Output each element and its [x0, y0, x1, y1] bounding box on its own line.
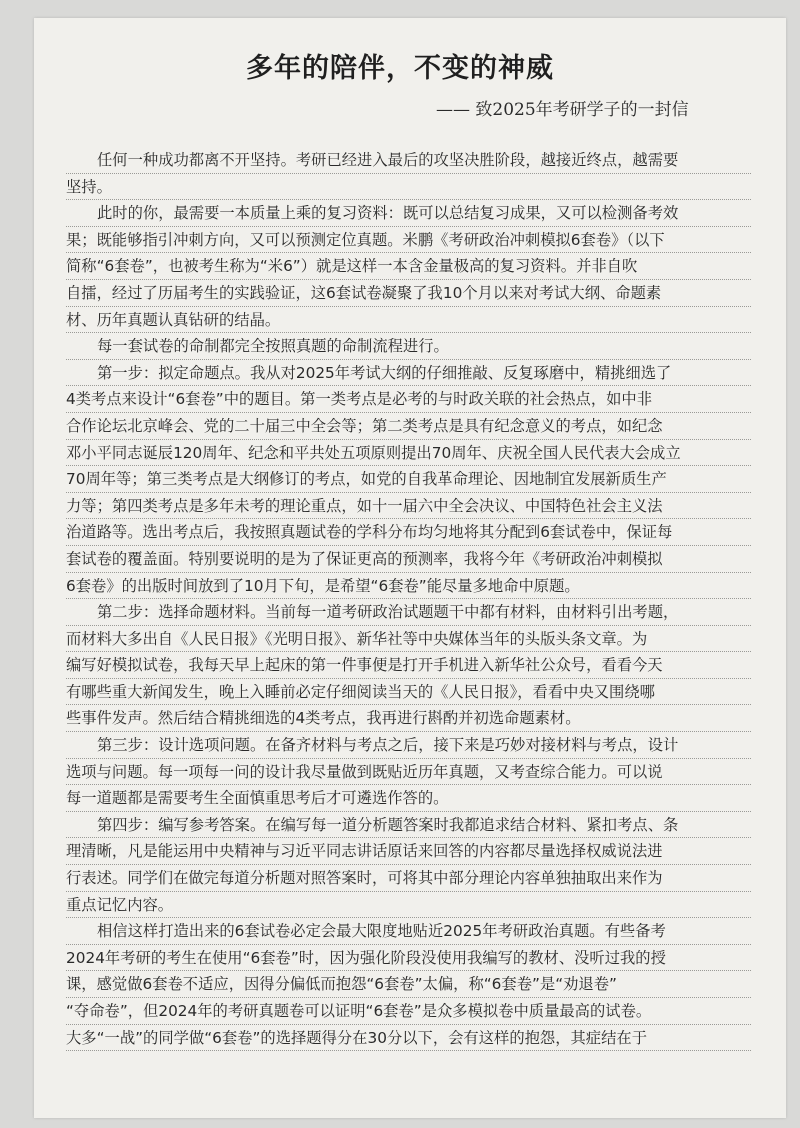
text-line: 课，感觉做6套卷不适应，因得分偏低而抱怨“6套卷”太偏，称“6套卷”是“劝退卷”	[66, 971, 751, 998]
text-line: 治道路等。选出考点后，我按照真题试卷的学科分布均匀地将其分配到6套试卷中，保证每	[66, 519, 751, 546]
text-line: 行表述。同学们在做完每道分析题对照答案时，可将其中部分理论内容单独抽取出来作为	[66, 865, 751, 892]
text-line: 简称“6套卷”，也被考生称为“米6”）就是这样一本含金量极高的复习资料。并非自吹	[66, 253, 751, 280]
text-line: 合作论坛北京峰会、党的二十届三中全会等；第二类考点是具有纪念意义的考点，如纪念	[66, 413, 751, 440]
text-line: 2024年考研的考生在使用“6套卷”时，因为强化阶段没使用我编写的教材、没听过我的授	[66, 945, 751, 972]
letter-body	[66, 147, 751, 1051]
text-line: 选项与问题。每一项每一问的设计我尽量做到既贴近历年真题，又考查综合能力。可以说	[66, 759, 751, 786]
text-line: 第二步：选择命题材料。当前每一道考研政治试题题干中都有材料，由材料引出考题，	[66, 599, 751, 626]
paragraph	[66, 732, 751, 812]
text-line: 任何一种成功都离不开坚持。考研已经进入最后的攻坚决胜阶段，越接近终点，越需要	[66, 147, 751, 174]
text-line: 而材料大多出自《人民日报》《光明日报》、新华社等中央媒体当年的头版头条文章。为	[66, 626, 751, 653]
paragraph	[66, 333, 751, 360]
text-line: 4类考点来设计“6套卷”中的题目。第一类考点是必考的与时政关联的社会热点，如中非	[66, 386, 751, 413]
text-line: 70周年等；第三类考点是大纲修订的考点，如党的自我革命理论、因地制宜发展新质生产	[66, 466, 751, 493]
text-line: 坚持。	[66, 174, 751, 201]
paragraph	[66, 360, 751, 599]
paragraph	[66, 918, 751, 1051]
text-line: 相信这样打造出来的6套试卷必定会最大限度地贴近2025年考研政治真题。有些备考	[66, 918, 751, 945]
text-line: 有哪些重大新闻发生，晚上入睡前必定仔细阅读当天的《人民日报》，看看中央又围绕哪	[66, 679, 751, 706]
text-line: 自擂，经过了历届考生的实践验证，这6套试卷凝聚了我10个月以来对考试大纲、命题素	[66, 280, 751, 307]
text-line: 每一道题都是需要考生全面慎重思考后才可遴选作答的。	[66, 785, 751, 812]
paragraph	[66, 599, 751, 732]
text-line: 邓小平同志诞辰120周年、纪念和平共处五项原则提出70周年、庆祝全国人民代表大会成立	[66, 440, 751, 467]
text-line: 第四步：编写参考答案。在编写每一道分析题答案时我都追求结合材料、紧扣考点、条	[66, 812, 751, 839]
text-line: 套试卷的覆盖面。特别要说明的是为了保证更高的预测率，我将今年《考研政治冲刺模拟	[66, 546, 751, 573]
paragraph	[66, 812, 751, 918]
text-line: 材、历年真题认真钻研的结晶。	[66, 307, 751, 334]
text-line: 力等；第四类考点是多年未考的理论重点，如十一届六中全会决议、中国特色社会主义法	[66, 493, 751, 520]
text-line: 些事件发声。然后结合精挑细选的4类考点，我再进行斟酌并初选命题素材。	[66, 705, 751, 732]
text-line: 编写好模拟试卷，我每天早上起床的第一件事便是打开手机进入新华社公众号，看看今天	[66, 652, 751, 679]
letter-title: 多年的陪伴，不变的神威	[246, 53, 554, 84]
letter-subtitle: —— 致2025年考研学子的一封信	[436, 100, 689, 120]
paragraph	[66, 200, 751, 333]
text-line: 果；既能够指引冲刺方向，又可以预测定位真题。米鹏《考研政治冲刺模拟6套卷》（以下	[66, 227, 751, 254]
text-line: “夺命卷”，但2024年的考研真题卷可以证明“6套卷”是众多模拟卷中质量最高的试卷。	[66, 998, 751, 1025]
text-line: 第三步：设计选项问题。在备齐材料与考点之后，接下来是巧妙对接材料与考点，设计	[66, 732, 751, 759]
text-line: 第一步：拟定命题点。我从对2025年考试大纲的仔细推敲、反复琢磨中，精挑细选了	[66, 360, 751, 387]
text-line: 此时的你，最需要一本质量上乘的复习资料：既可以总结复习成果，又可以检测备考效	[66, 200, 751, 227]
text-line: 大多“一战”的同学做“6套卷”的选择题得分在30分以下，会有这样的抱怨，其症结在于	[66, 1025, 751, 1052]
text-line: 重点记忆内容。	[66, 892, 751, 919]
text-line: 理清晰，凡是能运用中央精神与习近平同志讲话原话来回答的内容都尽量选择权威说法进	[66, 838, 751, 865]
text-line: 每一套试卷的命制都完全按照真题的命制流程进行。	[66, 333, 751, 360]
paragraph	[66, 147, 751, 200]
text-line: 6套卷》的出版时间放到了10月下旬，是希望“6套卷”能尽量多地命中原题。	[66, 573, 751, 600]
